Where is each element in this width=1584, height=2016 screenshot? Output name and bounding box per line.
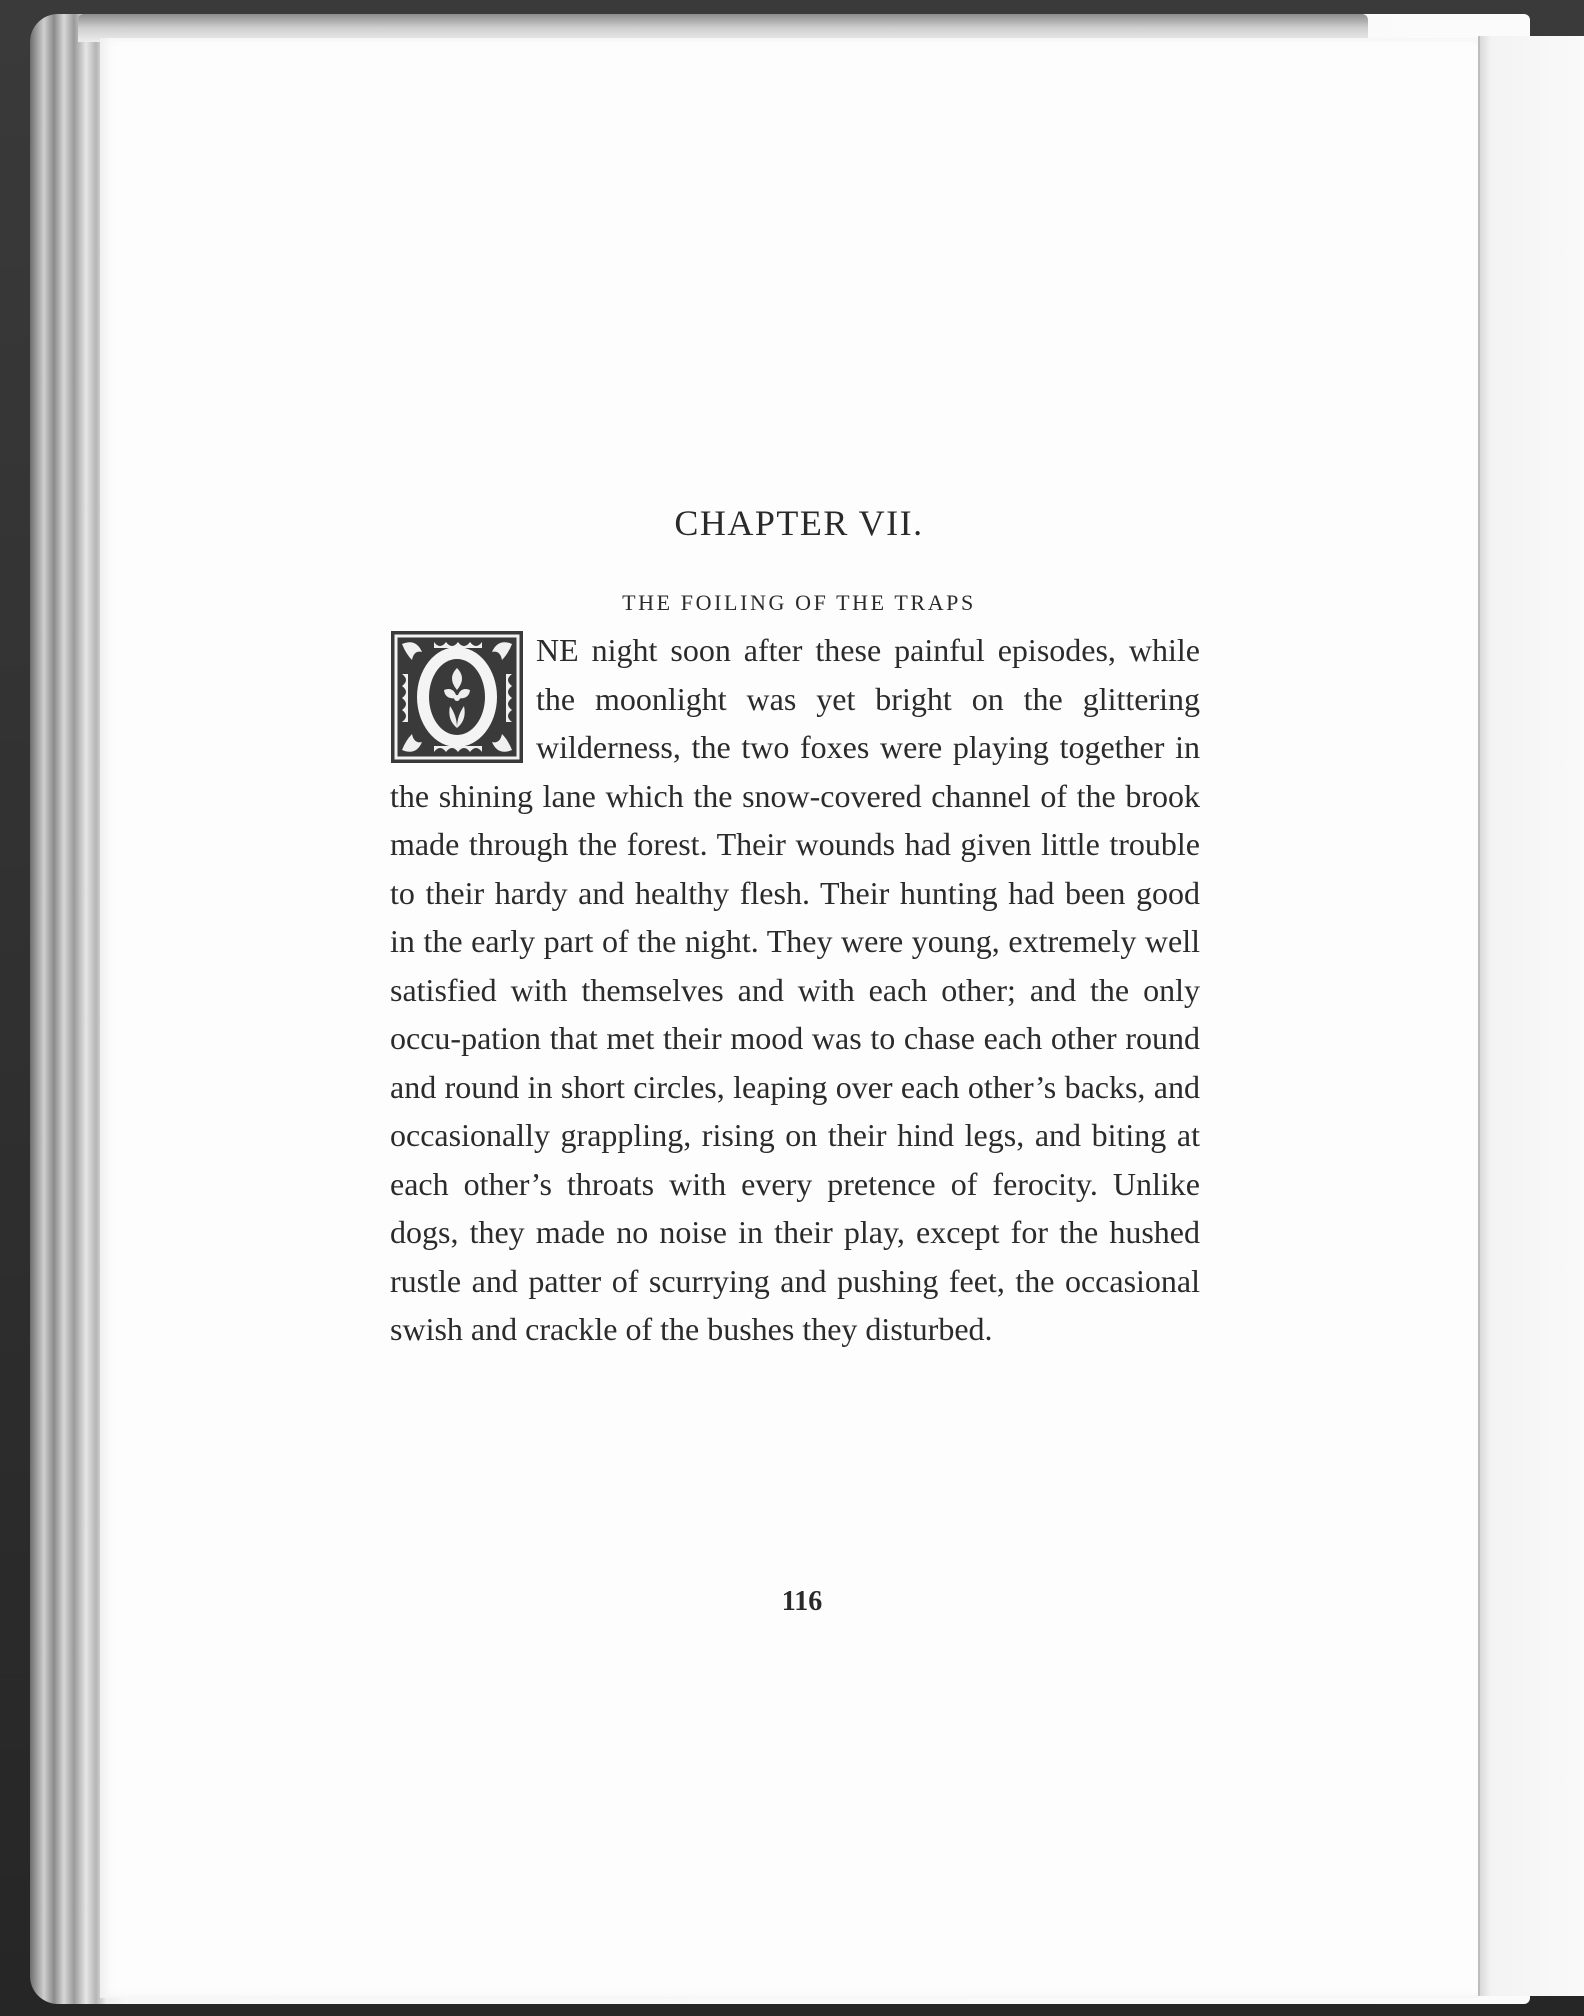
drop-cap-o: [390, 630, 524, 764]
chapter-subtitle: THE FOILING OF THE TRAPS: [622, 590, 976, 615]
page-number: 116: [781, 1586, 823, 1617]
facing-page-edge: [1478, 36, 1584, 1996]
chapter-body: [390, 626, 1200, 1354]
drop-cap-letter: [390, 630, 524, 764]
chapter-paragraph: NE night soon after these painful episodes, while the moonlight was yet bright on the glittering wilderness, the two foxes were playing together in the shining lane which the snow-covered channel of the brook made through the forest. Their wounds had given little trouble to their hardy and healthy flesh. Their hunting had been good in the early part of the night. They were young, extremely well satisfied with themselves and with each other; and the only occu-pation that met their mood was to chase each other round and round in short circles, leaping over each other’s backs, and occasionally grappling, rising on their hind legs, and biting at each other’s throats with every pretence of ferocity. Unlike dogs, they made no noise in their play, except for the hushed rustle and patter of scurrying and pushing feet, the occasional swish and crackle of the bushes they disturbed.: [390, 632, 1200, 1347]
chapter-heading: CHAPTER VII.: [674, 503, 924, 543]
